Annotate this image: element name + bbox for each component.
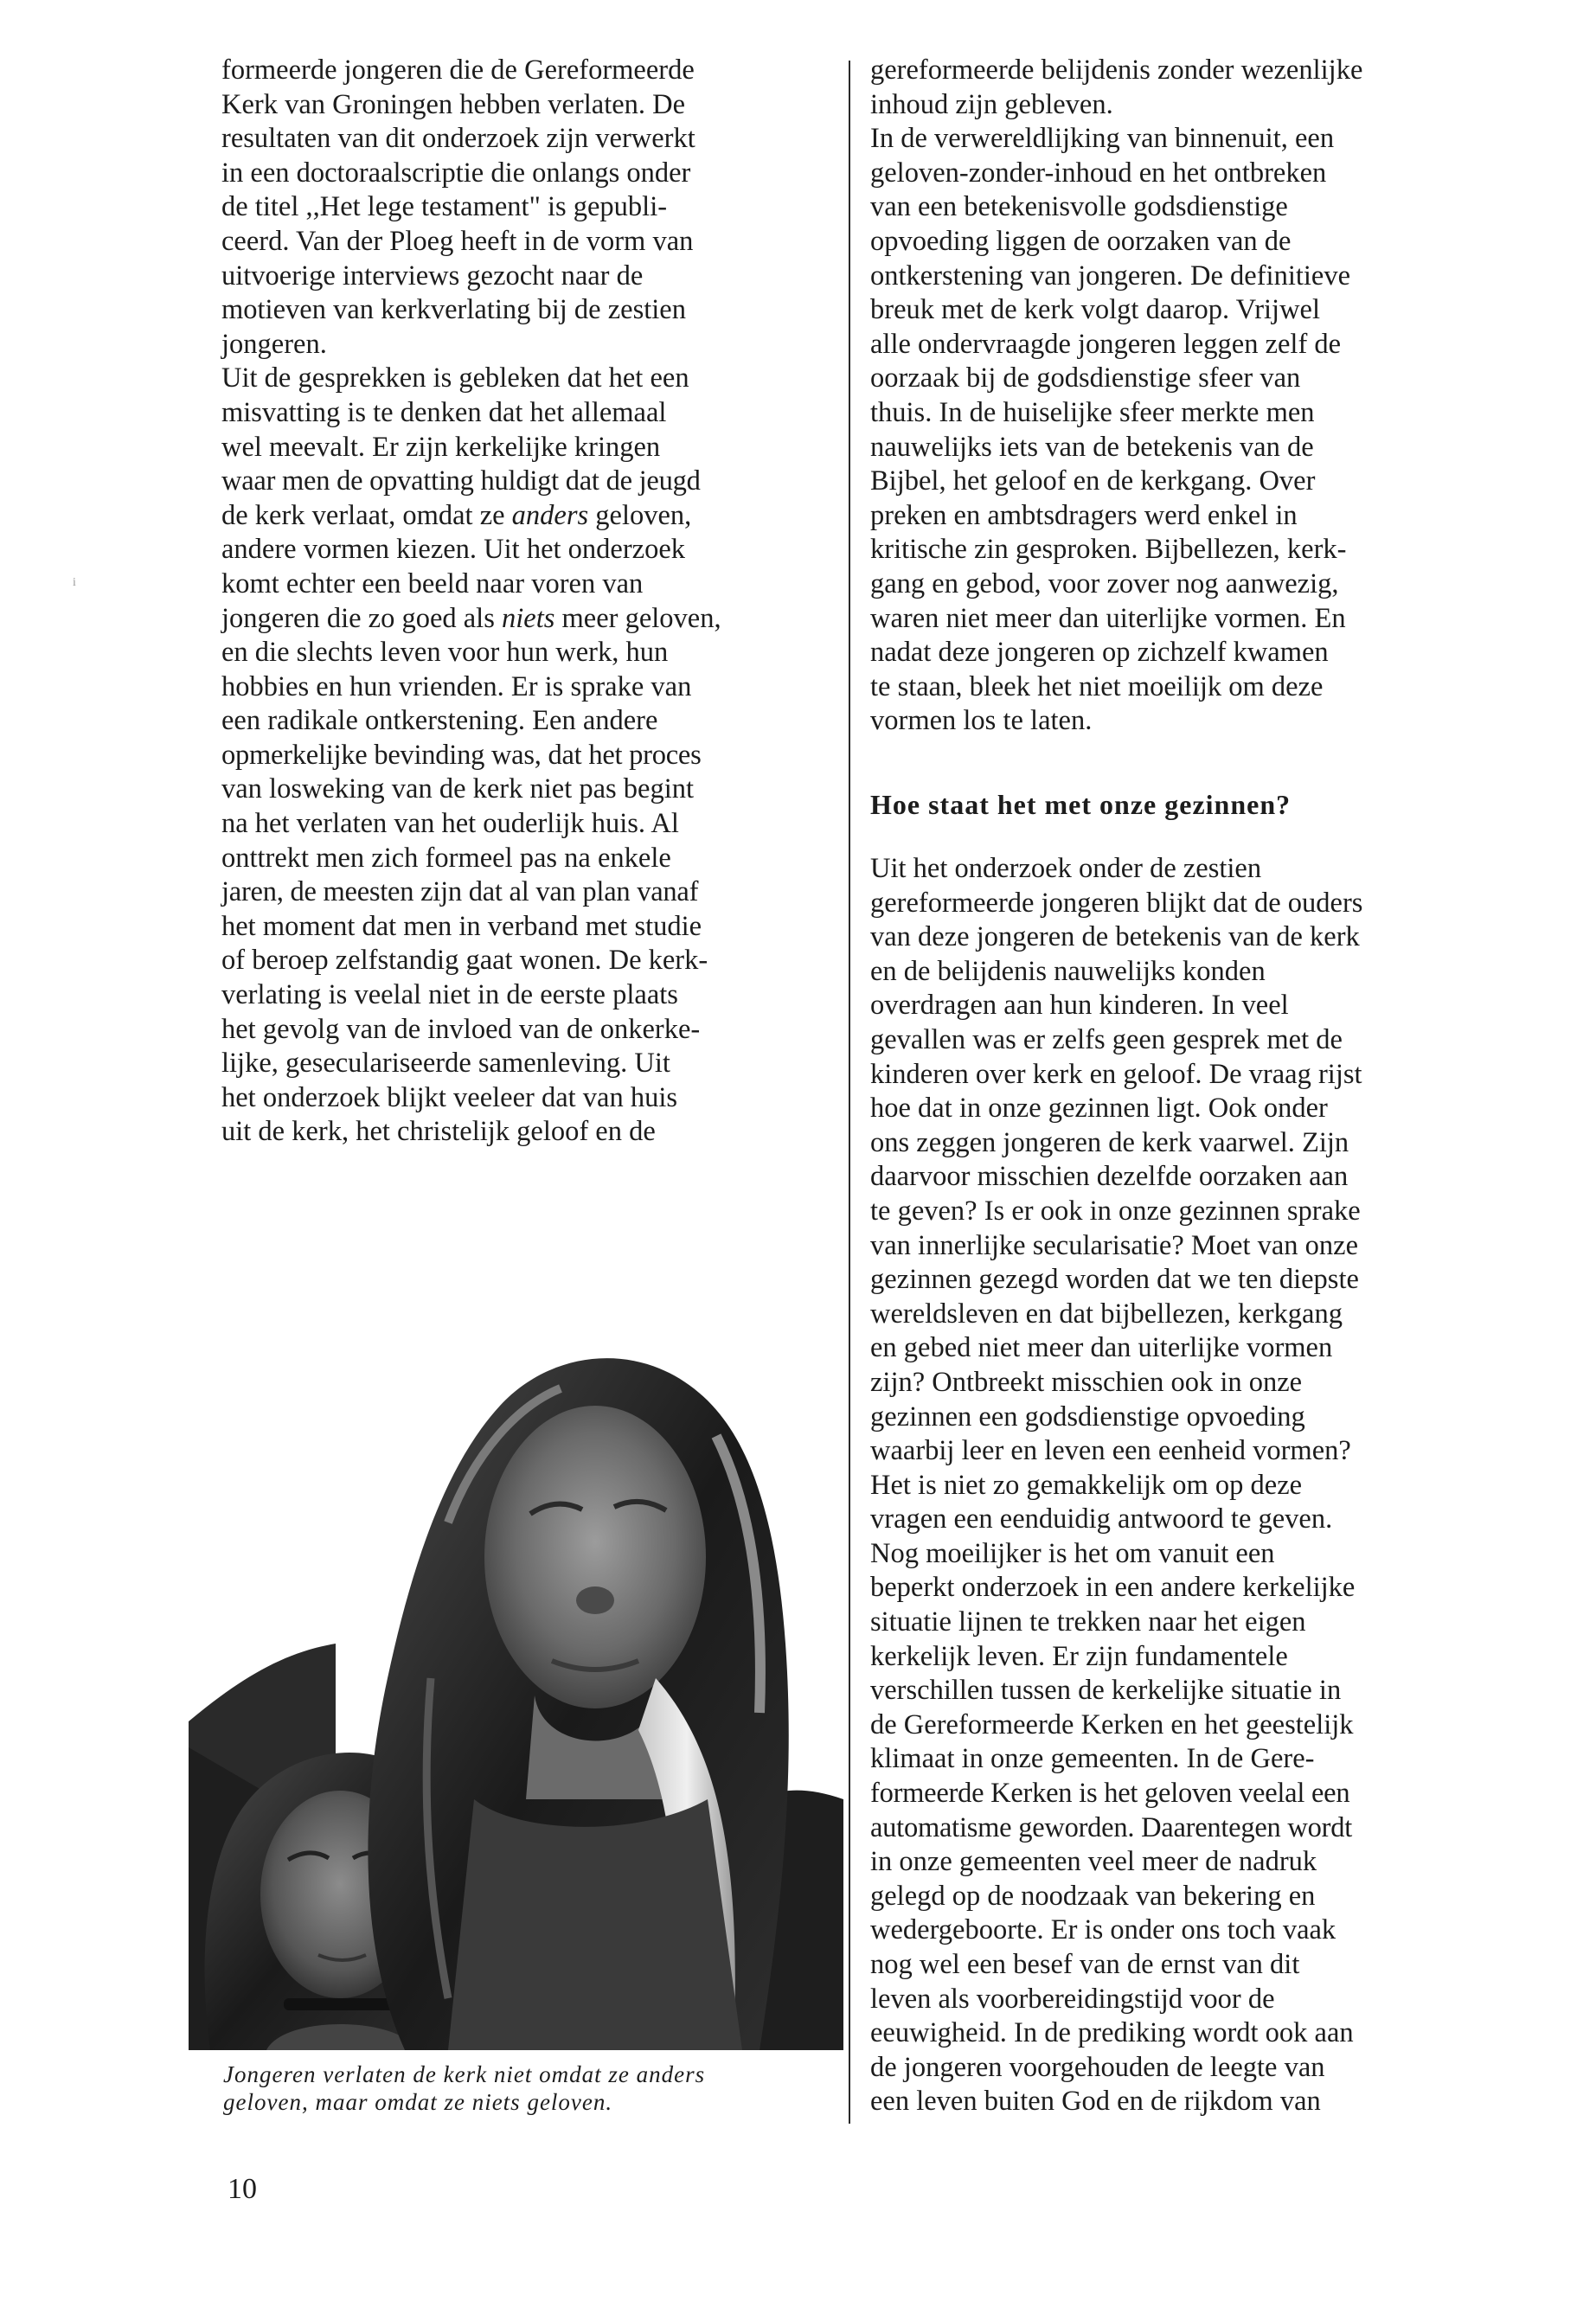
- text-line: gelegd op de noodzaak van bekering en: [870, 1880, 1316, 1912]
- italic-word-niets: niets: [501, 602, 555, 634]
- right-column-text-bottom: [870, 852, 1502, 2119]
- text-line: komt echter een beeld naar voren van: [221, 567, 644, 599]
- text-line: wedergeboorte. Er is onder ons toch vaak: [870, 1914, 1336, 1946]
- text-line: daarvoor misschien dezelfde oorzaken aan: [870, 1161, 1349, 1193]
- text-line: preken en ambtsdragers werd enkel in: [870, 499, 1298, 531]
- text-line: ons zeggen jongeren de kerk vaarwel. Zijn: [870, 1126, 1349, 1158]
- text-line: verschillen tussen de kerkelijke situatie in: [870, 1675, 1342, 1707]
- text-line: klimaat in onze gemeenten. In de Gere-: [870, 1743, 1315, 1775]
- text-line: jaren, de meesten zijn dat al van plan vanaf: [221, 876, 699, 908]
- text-line: het onderzoek blijkt veeleer dat van huis: [221, 1081, 678, 1113]
- text-line: vormen los te laten.: [870, 705, 1093, 737]
- text-line: Uit de gesprekken is gebleken dat het een: [221, 362, 689, 394]
- text-line: uit de kerk, het christelijk geloof en de: [221, 1116, 656, 1148]
- photo-caption: [223, 2061, 846, 2116]
- text-line: gezinnen gezegd worden dat we ten diepste: [870, 1264, 1359, 1296]
- text-line: vragen een eenduidig antwoord te geven.: [870, 1503, 1333, 1535]
- text-line: lijke, geseculariseerde samenleving. Uit: [221, 1048, 670, 1080]
- text-line: resultaten van dit onderzoek zijn verwerkt: [221, 123, 695, 155]
- text-line: gereformeerde jongeren blijkt dat de ouders: [870, 887, 1363, 919]
- text-line: eeuwigheid. In de prediking wordt ook aan: [870, 2017, 1354, 2049]
- text-line: een leven buiten God en de rijkdom van: [870, 2086, 1321, 2118]
- text-line: automatisme geworden. Daarentegen wordt: [870, 1811, 1352, 1843]
- right-column-text-top: [870, 54, 1502, 739]
- text-line: een radikale ontkerstening. Een andere: [221, 705, 658, 737]
- text-line: situatie lijnen te trekken naar het eigen: [870, 1606, 1306, 1638]
- page-number: 10: [228, 2173, 257, 2205]
- text-line: Uit het onderzoek onder de zestien: [870, 853, 1262, 884]
- text-line: nadat deze jongeren op zichzelf kwamen: [870, 637, 1329, 669]
- text-line: de Gereformeerde Kerken en het geestelijk: [870, 1708, 1354, 1740]
- text-line: en gebed niet meer dan uiterlijke vormen: [870, 1332, 1333, 1364]
- photo-two-girls: [189, 1194, 843, 2050]
- section-heading: Hoe staat het met onze gezinnen?: [870, 789, 1292, 820]
- text-line: van innerlijke secularisatie? Moet van onze: [870, 1229, 1359, 1261]
- right-column-top: [870, 54, 1502, 739]
- text-line: ceerd. Van der Ploeg heeft in de vorm van: [221, 225, 694, 257]
- text-line: nauwelijks iets van de betekenis van de: [870, 431, 1314, 463]
- text-line: na het verlaten van het ouderlijk huis. Al: [221, 808, 679, 840]
- text-line: kritische zin gesproken. Bijbellezen, kerk-: [870, 534, 1347, 566]
- right-column-bottom: [870, 852, 1502, 2119]
- text-line: gang en gebod, voor zover nog aanwezig,: [870, 567, 1339, 599]
- text-line: zijn? Ontbreekt misschien ook in onze: [870, 1366, 1303, 1398]
- text-line: leven als voorbereidingstijd voor de: [870, 1983, 1275, 2015]
- text-line: misvatting is te denken dat het allemaal: [221, 396, 667, 428]
- text-line: In de verwereldlijking van binnenuit, een: [870, 123, 1335, 155]
- text-line: te geven? Is er ook in onze gezinnen sprake: [870, 1195, 1361, 1227]
- text-line: van deze jongeren de betekenis van de kerk: [870, 921, 1360, 953]
- text-line: het moment dat men in verband met studie: [221, 910, 702, 942]
- text-fragment: de kerk verlaat, omdat ze: [221, 499, 505, 531]
- text-line: thuis. In de huiselijke sfeer merkte men: [870, 396, 1315, 428]
- text-line: Kerk van Groningen hebben verlaten. De: [221, 88, 686, 120]
- text-line: waren niet meer dan uiterlijke vormen. En: [870, 602, 1346, 634]
- text-line: ontkerstening van jongeren. De definitieve: [870, 260, 1351, 292]
- text-line: hobbies en hun vrienden. Er is sprake van: [221, 670, 692, 702]
- text-line: oorzaak bij de godsdienstige sfeer van: [870, 362, 1301, 394]
- text-line: Het is niet zo gemakkelijk om op deze: [870, 1469, 1303, 1501]
- text-line: in onze gemeenten veel meer de nadruk: [870, 1846, 1317, 1878]
- text-fragment: geloven,: [588, 499, 692, 531]
- text-line: of beroep zelfstandig gaat wonen. De kerk-: [221, 945, 708, 977]
- text-line: motieven van kerkverlating bij de zestien: [221, 294, 686, 326]
- photo-illustration: [189, 1194, 843, 2050]
- text-line: inhoud zijn gebleven.: [870, 88, 1113, 120]
- text-line: uitvoerige interviews gezocht naar de: [221, 260, 644, 292]
- text-line: alle ondervraagde jongeren leggen zelf de: [870, 328, 1342, 360]
- text-line: beperkt onderzoek in een andere kerkelijke: [870, 1572, 1356, 1604]
- text-line: opvoeding liggen de oorzaken van de: [870, 225, 1292, 257]
- text-line-with-italic: [221, 602, 844, 637]
- text-line: de titel ,,Het lege testament" is gepubli-: [221, 191, 668, 223]
- text-line: geloven-zonder-inhoud en het ontbreken: [870, 157, 1327, 189]
- column-divider: [849, 61, 850, 2124]
- text-line: opmerkelijke bevinding was, dat het proces: [221, 739, 702, 771]
- text-line: van een betekenisvolle godsdienstige: [870, 191, 1288, 223]
- text-line: van losweking van de kerk niet pas begint: [221, 773, 695, 805]
- text-line: gereformeerde belijdenis zonder wezenlijke: [870, 54, 1363, 86]
- text-line: gevallen was er zelfs geen gesprek met de: [870, 1023, 1343, 1055]
- text-line: andere vormen kiezen. Uit het onderzoek: [221, 534, 686, 566]
- text-line: verlating is veelal niet in de eerste plaats: [221, 979, 678, 1011]
- stray-mark: i: [73, 576, 76, 589]
- text-fragment: jongeren die zo goed als: [221, 602, 495, 634]
- text-line: waar men de opvatting huldigt dat de jeugd: [221, 465, 701, 497]
- text-line: kerkelijk leven. Er zijn fundamentele: [870, 1640, 1288, 1672]
- text-line: waarbij leer en leven een eenheid vormen?: [870, 1435, 1351, 1467]
- text-line: het gevolg van de invloed van de onkerke-: [221, 1013, 701, 1045]
- text-line-with-italic: [221, 499, 844, 534]
- text-line: breuk met de kerk volgt daarop. Vrijwel: [870, 294, 1320, 326]
- text-line: Nog moeilijker is het om vanuit een: [870, 1537, 1275, 1569]
- text-line: te staan, bleek het niet moeilijk om deze: [870, 670, 1324, 702]
- text-line: kinderen over kerk en geloof. De vraag rijst: [870, 1058, 1362, 1090]
- caption-line: geloven, maar omdat ze niets geloven.: [223, 2089, 613, 2115]
- text-line: formeerde Kerken is het geloven veelal een: [870, 1778, 1350, 1810]
- text-line: overdragen aan hun kinderen. In veel: [870, 990, 1289, 1022]
- text-line: en de belijdenis nauwelijks konden: [870, 955, 1266, 987]
- text-line: jongeren.: [221, 328, 327, 360]
- left-column-text: [221, 54, 844, 1150]
- text-fragment: meer geloven,: [554, 602, 721, 634]
- italic-word-anders: anders: [511, 499, 589, 531]
- text-line: en die slechts leven voor hun werk, hun: [221, 637, 669, 669]
- text-line: Bijbel, het geloof en de kerkgang. Over: [870, 465, 1316, 497]
- left-column: [221, 54, 844, 1150]
- text-line: nog wel een besef van de ernst van dit: [870, 1949, 1300, 1980]
- text-line: gezinnen een godsdienstige opvoeding: [870, 1400, 1305, 1433]
- text-line: formeerde jongeren die de Gereformeerde: [221, 54, 695, 86]
- text-line: in een doctoraalscriptie die onlangs onder: [221, 157, 691, 189]
- text-line: wereldsleven en dat bijbellezen, kerkgang: [870, 1298, 1343, 1330]
- text-line: de jongeren voorgehouden de leegte van: [870, 2051, 1325, 2083]
- caption-line: Jongeren verlaten de kerk niet omdat ze anders: [223, 2061, 706, 2087]
- text-line: onttrekt men zich formeel pas na enkele: [221, 842, 671, 874]
- text-line: hoe dat in onze gezinnen ligt. Ook onder: [870, 1093, 1328, 1125]
- text-line: wel meevalt. Er zijn kerkelijke kringen: [221, 431, 661, 463]
